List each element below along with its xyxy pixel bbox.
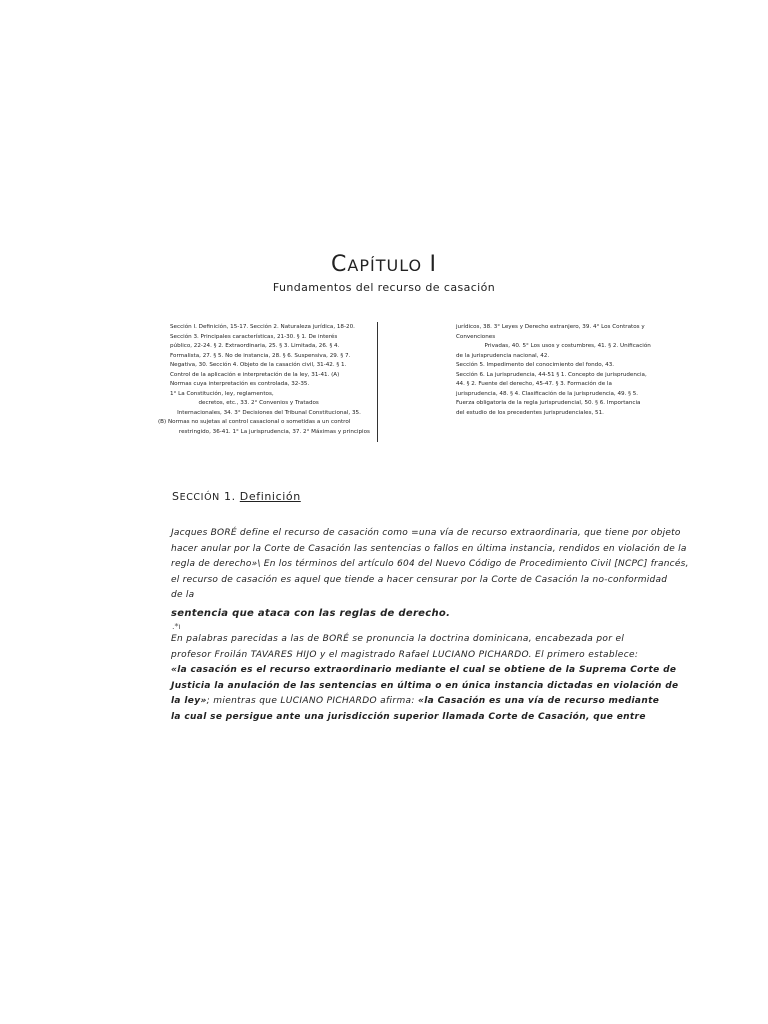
text-line <box>171 694 660 710</box>
toc-line: restringido, 36-41. 1° La jurisprudencia, 37. 2° Máximas y principios <box>170 428 370 435</box>
section-heading <box>172 490 301 503</box>
toc-line: jurídicos, 38. 3° Leyes y Derecho extranjero, 39. 4° Los Contratos y <box>456 324 645 330</box>
chapter-title-rest: APÍTULO <box>347 256 423 275</box>
chapter-title-initial: C <box>331 252 348 277</box>
toc-line: de la jurisprudencia nacional, 42. <box>456 352 550 359</box>
text-line: hacer anular por la Corte de Casación las sentencias o fallos en última instancia, rendidos en violación de la <box>171 543 687 554</box>
toc-line: del estudio de los precedentes jurisprudenciales, 51. <box>456 409 604 416</box>
paragraph-definition <box>171 526 689 604</box>
toc-line: Control de la aplicación e interpretación de la ley, 31-41. (A) <box>170 371 340 378</box>
toc-line: jurisprudencia, 48. § 4. Clasificación de la jurisprudencia, 49. § 5. <box>456 390 639 397</box>
text-line: profesor Froilán TAVARES HIJO y el magistrado Rafael LUCIANO PICHARDO. El primero establece: <box>171 649 639 660</box>
section-label-initial: S <box>172 490 180 503</box>
toc-line: (B) Normas no sujetas al control casacional o sometidas a un control <box>158 419 351 425</box>
toc-line: Sección 6. La jurisprudencia, 44-51 § 1. Concepto de jurisprudencia, <box>456 371 647 378</box>
quote-end: la ley» <box>171 696 207 706</box>
chapter-title <box>0 252 768 277</box>
toc-line: 44. § 2. Fuente del derecho, 45-47. § 3. Formación de la <box>456 381 612 387</box>
toc-right-column <box>456 323 656 418</box>
toc-line: decretos, etc., 33. 2° Convenios y Tratados <box>170 400 319 406</box>
quote-line: «la casación es el recurso extraordinario mediante el cual se obtiene de la Suprema Corte de <box>171 665 677 675</box>
toc-line: 1° La Constitución, ley, reglamentos, <box>170 390 274 397</box>
quote-line: la cual se persigue ante una jurisdicción superior llamada Corte de Casación, que entre <box>171 711 646 722</box>
text-line: de la <box>171 590 195 600</box>
text-span: ; mientras que LUCIANO PICHARDO afirma: <box>206 696 419 706</box>
toc-line: público, 22-24. § 2. Extraordinaria, 25. § 3. Limitada, 26. § 4. <box>170 343 340 349</box>
footnote-mark: .*ı <box>172 622 181 631</box>
toc-line: Privadas, 40. 5° Los usos y costumbres, 41. § 2. Unificación <box>456 343 651 349</box>
section-label-rest: ECCIÓN <box>179 492 220 503</box>
toc-divider <box>377 322 378 442</box>
toc-line: Negativa, 30. Sección 4. Objeto de la casación civil, 31-42. § 1. <box>170 362 347 368</box>
toc-line: Convenciones <box>456 333 496 340</box>
paragraph-sentence: sentencia que ataca con las reglas de derecho. <box>171 608 451 619</box>
toc-line: Normas cuya interpretación es controlada, 32-35. <box>170 381 310 387</box>
toc-line: Sección 3. Principales características, 21-30. § 1. De interés <box>170 333 338 340</box>
toc-line: Formalista, 27. § 5. No de instancia, 28. § 6. Suspensiva, 29. § 7. <box>170 352 351 359</box>
toc-line: Internacionales, 34. 3° Decisiones del Tribunal Constitucional, 35. <box>170 409 361 416</box>
toc-left-column <box>158 323 375 437</box>
section-number: 1. <box>223 490 236 503</box>
toc-line: Fuerza obligatoria de la regla jurisprudencial, 50. § 6. Importancia <box>456 400 641 406</box>
toc-line: Sección I. Definición, 15-17. Sección 2. Naturaleza jurídica, 18-20. <box>170 324 355 330</box>
quote-line: Justicia la anulación de las sentencias en última o en única instancia dictadas en violación de <box>171 680 679 691</box>
text-line: Jacques BORÉ define el recurso de casación como =una vía de recurso extraordinaria, que tiene por objeto <box>171 528 681 538</box>
chapter-numeral: I <box>429 252 437 277</box>
text-line: En palabras parecidas a las de BORÉ se pronuncia la doctrina dominicana, encabezada por el <box>171 634 625 644</box>
section-title: Definición <box>239 490 301 503</box>
chapter-subtitle: Fundamentos del recurso de casación <box>272 281 496 294</box>
text-line: regla de derecho»\ En los términos del artículo 604 del Nuevo Código de Procedimiento Civil [NCPC] francés, <box>171 559 689 569</box>
toc-line: Sección 5. Impedimento del conocimiento del fondo, 43. <box>456 362 615 368</box>
paragraph-doctrine <box>171 632 679 725</box>
text-line: el recurso de casación es aquel que tiende a hacer censurar por la Corte de Casación la no-conformidad <box>171 574 668 585</box>
quote-start: «la Casación es una vía de recurso mediante <box>418 696 660 706</box>
